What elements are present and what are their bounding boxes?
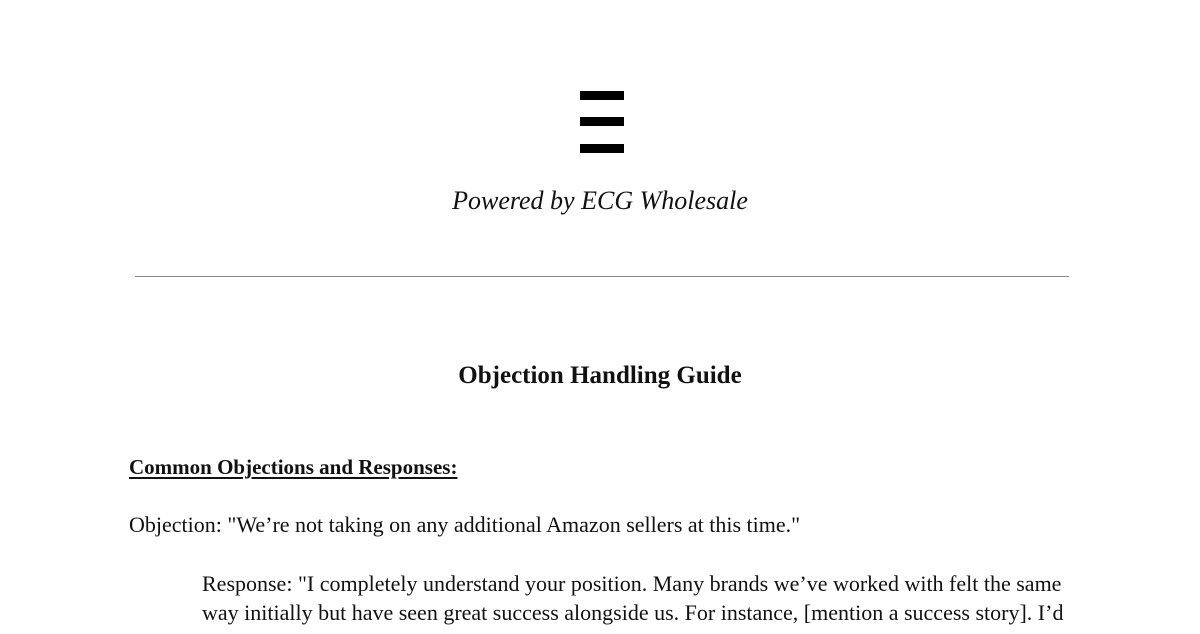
logo-bar-top (580, 91, 624, 100)
response-paragraph (202, 569, 1082, 627)
horizontal-divider (135, 276, 1069, 277)
brand-logo-icon (580, 91, 624, 155)
document-title: Objection Handling Guide (458, 362, 742, 389)
objection-text: Objection: "We’re not taking on any additional Amazon sellers at this time." (129, 512, 801, 537)
section-heading: Common Objections and Responses: (129, 455, 458, 479)
response-line: Response: "I completely understand your position. Many brands we’ve worked with felt the same (202, 571, 1062, 596)
logo-bar-middle (580, 117, 624, 126)
response-line: way initially but have seen great success alongside us. For instance, [mention a success story]. I’d (202, 600, 1064, 625)
logo-bar-bottom (580, 144, 624, 153)
tagline: Powered by ECG Wholesale (452, 186, 748, 215)
